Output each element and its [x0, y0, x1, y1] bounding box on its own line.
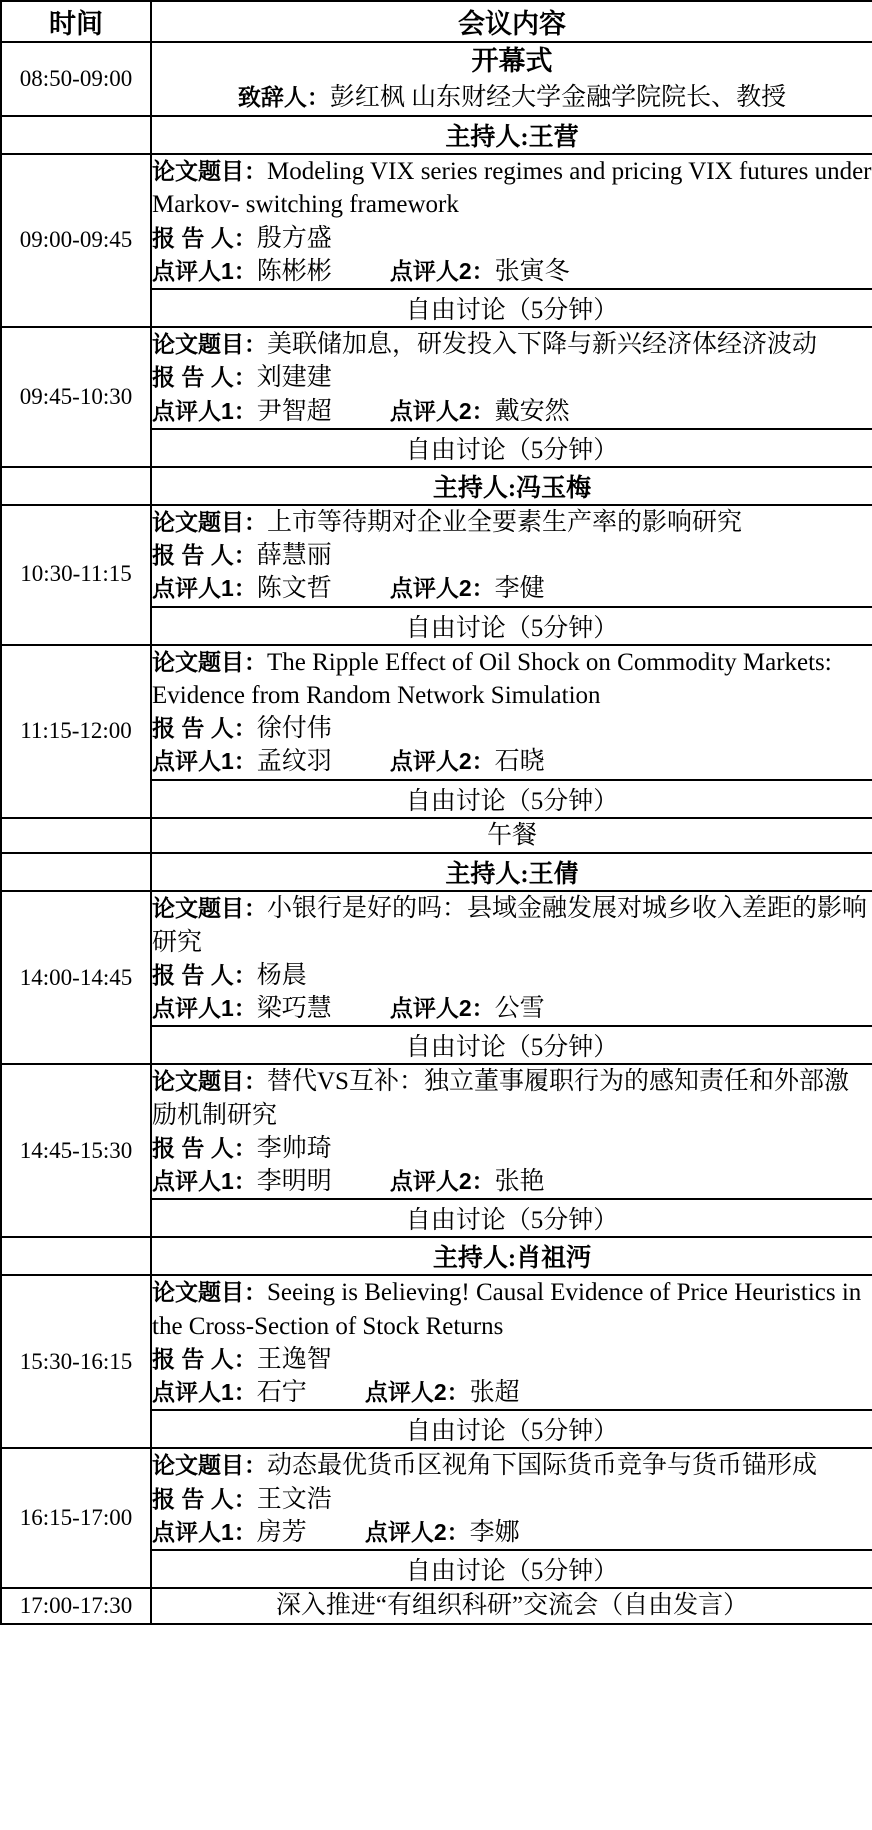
time-host-3 [1, 853, 151, 891]
discussion-7: 自由讨论（5分钟） [151, 1410, 872, 1448]
presenter-value-4: 徐付伟 [256, 715, 332, 743]
presenter-label-3: 报 告 人： [152, 542, 257, 569]
table-row-host-3 [1, 853, 872, 891]
reviewer1-value-5: 梁巧慧 [256, 995, 332, 1023]
content-session-1 [151, 154, 872, 289]
reviewers-5 [152, 992, 872, 1025]
time-host-2 [1, 467, 151, 505]
paper-title-2 [152, 328, 872, 361]
content-session-2 [151, 327, 872, 429]
paper-title-value-6: 替代VS互补：独立董事履职行为的感知责任和外部激励机制研究 [152, 1068, 849, 1129]
time-session-6: 14:45-15:30 [1, 1064, 151, 1237]
paper-title-label-3: 论文题目： [152, 508, 267, 535]
paper-title-label-5: 论文题目： [152, 895, 267, 922]
presenter-6 [152, 1132, 872, 1165]
content-session-7 [151, 1275, 872, 1410]
reviewer2-value-1: 张寅冬 [494, 257, 570, 285]
table-row-session-2 [1, 327, 872, 429]
table-row-closing [1, 1588, 872, 1624]
host-1: 主持人:王营 [151, 116, 872, 154]
time-host-1 [1, 116, 151, 154]
paper-title-value-1: Modeling VIX series regimes and pricing VIX futures under Markov- switching framework [152, 158, 872, 219]
paper-title-label-2: 论文题目： [152, 331, 267, 358]
reviewer1-label-1: 点评人1： [152, 257, 257, 284]
reviewer2-value-4: 石晓 [494, 748, 545, 776]
paper-title-value-8: 动态最优货币区视角下国际货币竞争与货币锚形成 [267, 1452, 818, 1480]
host-3: 主持人:王倩 [151, 853, 872, 891]
reviewer2-label-6: 点评人2： [389, 1168, 495, 1195]
reviewer1-value-1: 陈彬彬 [256, 257, 332, 285]
reviewers-8 [152, 1516, 872, 1549]
reviewer1-value-6: 李明明 [256, 1168, 332, 1196]
presenter-8 [152, 1483, 872, 1516]
presenter-label-8: 报 告 人： [152, 1485, 257, 1512]
presenter-1 [152, 222, 872, 255]
discussion-6: 自由讨论（5分钟） [151, 1199, 872, 1237]
presenter-2 [152, 361, 872, 394]
presenter-value-3: 薛慧丽 [256, 542, 332, 570]
time-session-2: 09:45-10:30 [1, 327, 151, 467]
reviewers-7 [152, 1376, 872, 1409]
paper-title-3 [152, 506, 872, 539]
host-2: 主持人:冯玉梅 [151, 467, 872, 505]
reviewer1-label-4: 点评人1： [152, 748, 257, 775]
reviewer2-value-3: 李健 [494, 575, 545, 603]
paper-title-label-6: 论文题目： [152, 1068, 267, 1095]
paper-title-6 [152, 1065, 872, 1132]
reviewer2-label-7: 点评人2： [364, 1379, 470, 1406]
time-session-3: 10:30-11:15 [1, 505, 151, 645]
discussion-5: 自由讨论（5分钟） [151, 1026, 872, 1064]
time-lunch [1, 818, 151, 854]
reviewer2-label-4: 点评人2： [389, 748, 495, 775]
paper-title-label-7: 论文题目： [152, 1279, 267, 1306]
reviewer1-value-7: 石宁 [256, 1379, 307, 1407]
presenter-value-6: 李帅琦 [256, 1134, 332, 1162]
paper-title-4 [152, 646, 872, 713]
time-session-8: 16:15-17:00 [1, 1448, 151, 1588]
paper-title-value-4: The Ripple Effect of Oil Shock on Commodity Markets: Evidence from Random Network Simulation [152, 648, 832, 709]
table-row-session-6 [1, 1064, 872, 1199]
paper-title-value-5: 小银行是好的吗：县域金融发展对城乡收入差距的影响研究 [152, 895, 868, 956]
content-session-3 [151, 505, 872, 607]
reviewer1-value-8: 房芳 [256, 1518, 307, 1546]
table-header-row [1, 1, 872, 42]
content-session-4 [151, 645, 872, 780]
time-closing: 17:00-17:30 [1, 1588, 151, 1624]
time-session-5: 14:00-14:45 [1, 891, 151, 1064]
reviewer2-label-8: 点评人2： [364, 1518, 470, 1545]
table-row-lunch [1, 818, 872, 854]
header-time: 时间 [1, 1, 151, 42]
paper-title-1 [152, 155, 872, 222]
table-row-host-2 [1, 467, 872, 505]
presenter-5 [152, 959, 872, 992]
reviewer1-value-4: 孟纹羽 [256, 748, 332, 776]
discussion-2: 自由讨论（5分钟） [151, 429, 872, 467]
host-4: 主持人:肖祖沔 [151, 1237, 872, 1275]
reviewers-4 [152, 745, 872, 778]
reviewers-3 [152, 572, 872, 605]
presenter-value-5: 杨晨 [256, 961, 307, 989]
presenter-4 [152, 712, 872, 745]
reviewer2-value-5: 公雪 [494, 995, 545, 1023]
header-content: 会议内容 [151, 1, 872, 42]
reviewer1-label-6: 点评人1： [152, 1168, 257, 1195]
presenter-value-8: 王文浩 [256, 1485, 332, 1513]
table-row-host-1 [1, 116, 872, 154]
paper-title-label-4: 论文题目： [152, 648, 267, 675]
reviewer1-label-2: 点评人1： [152, 397, 257, 424]
table-row-session-8 [1, 1448, 872, 1550]
opening-speaker [152, 81, 872, 115]
paper-title-label-1: 论文题目： [152, 158, 267, 185]
opening-title: 开幕式 [471, 46, 553, 76]
presenter-value-1: 殷方盛 [256, 224, 332, 252]
paper-title-value-3: 上市等待期对企业全要素生产率的影响研究 [267, 508, 743, 536]
reviewer2-value-2: 戴安然 [494, 397, 570, 425]
paper-title-value-7: Seeing is Believing! Causal Evidence of Price Heuristics in the Cross-Section of Stock Returns [152, 1279, 862, 1340]
reviewers-1 [152, 255, 872, 288]
reviewer1-label-5: 点评人1： [152, 995, 257, 1022]
presenter-value-2: 刘建建 [256, 364, 332, 392]
table-row-session-5 [1, 891, 872, 1026]
paper-title-5 [152, 892, 872, 959]
presenter-label-5: 报 告 人： [152, 961, 257, 988]
reviewers-2 [152, 395, 872, 428]
content-opening [151, 42, 872, 116]
reviewers-6 [152, 1165, 872, 1198]
presenter-label-7: 报 告 人： [152, 1345, 257, 1372]
discussion-1: 自由讨论（5分钟） [151, 289, 872, 327]
discussion-4: 自由讨论（5分钟） [151, 780, 872, 818]
opening-speaker-label: 致辞人： [237, 84, 330, 111]
paper-title-8 [152, 1449, 872, 1482]
table-row-opening [1, 42, 872, 116]
time-opening: 08:50-09:00 [1, 42, 151, 116]
reviewer2-value-6: 张艳 [494, 1168, 545, 1196]
table-row-session-1 [1, 154, 872, 289]
table-row-session-7 [1, 1275, 872, 1410]
discussion-8: 自由讨论（5分钟） [151, 1550, 872, 1588]
reviewer2-label-1: 点评人2： [389, 257, 495, 284]
reviewer1-label-8: 点评人1： [152, 1518, 257, 1545]
presenter-label-1: 报 告 人： [152, 224, 257, 251]
paper-title-label-8: 论文题目： [152, 1452, 267, 1479]
presenter-label-2: 报 告 人： [152, 364, 257, 391]
lunch-label: 午餐 [151, 818, 872, 854]
table-row-session-4 [1, 645, 872, 780]
time-host-4 [1, 1237, 151, 1275]
table-row-session-3 [1, 505, 872, 607]
presenter-value-7: 王逸智 [256, 1345, 332, 1373]
presenter-3 [152, 539, 872, 572]
reviewer2-value-7: 张超 [469, 1379, 520, 1407]
time-session-4: 11:15-12:00 [1, 645, 151, 818]
reviewer1-label-7: 点评人1： [152, 1379, 257, 1406]
paper-title-7 [152, 1276, 872, 1343]
content-session-8 [151, 1448, 872, 1550]
reviewer2-label-5: 点评人2： [389, 995, 495, 1022]
time-session-1: 09:00-09:45 [1, 154, 151, 327]
presenter-label-6: 报 告 人： [152, 1134, 257, 1161]
discussion-3: 自由讨论（5分钟） [151, 607, 872, 645]
time-session-7: 15:30-16:15 [1, 1275, 151, 1448]
content-session-5 [151, 891, 872, 1026]
content-session-6 [151, 1064, 872, 1199]
opening-speaker-name: 彭红枫 山东财经大学金融学院院长、教授 [329, 84, 787, 112]
reviewer1-value-2: 尹智超 [256, 397, 332, 425]
reviewer1-value-3: 陈文哲 [256, 575, 332, 603]
paper-title-value-2: 美联储加息，研发投入下降与新兴经济体经济波动 [267, 331, 818, 359]
presenter-label-4: 报 告 人： [152, 715, 257, 742]
reviewer2-label-2: 点评人2： [389, 397, 495, 424]
reviewer2-label-3: 点评人2： [389, 575, 495, 602]
content-closing: 深入推进“有组织科研”交流会（自由发言） [151, 1588, 872, 1624]
presenter-7 [152, 1343, 872, 1376]
reviewer1-label-3: 点评人1： [152, 575, 257, 602]
table-row-host-4 [1, 1237, 872, 1275]
reviewer2-value-8: 李娜 [469, 1518, 520, 1546]
